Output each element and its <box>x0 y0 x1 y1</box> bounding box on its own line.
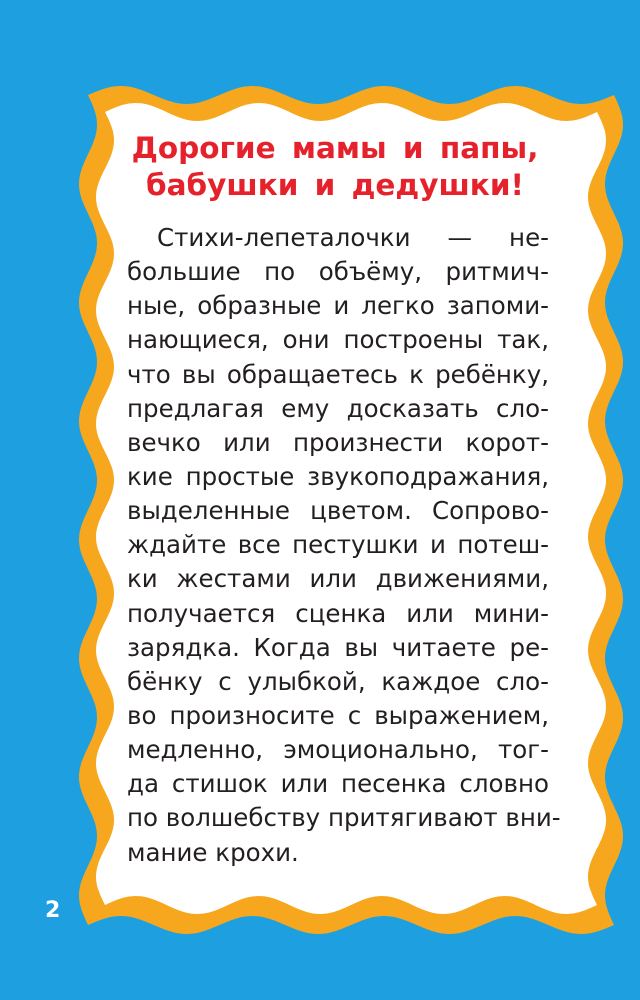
intro-paragraph <box>127 221 561 870</box>
text-line: во произносите с выражением, <box>127 700 549 730</box>
title-line-1: Дорогие мамы и папы, <box>131 131 539 165</box>
text-line: да стишок или песенка словно <box>127 769 549 799</box>
text-line: мание крохи. <box>127 837 299 867</box>
page-number: 2 <box>45 898 61 923</box>
text-line: предлагая ему досказать сло- <box>127 393 549 423</box>
text-line: ки жестами или движениями, <box>127 564 549 594</box>
text-line: зарядка. Когда вы читаете ре- <box>127 632 549 662</box>
text-line: нающиеся, они построены так, <box>127 325 549 355</box>
text-line: бёнку с улыбкой, каждое сло- <box>127 666 549 696</box>
text-line: ждайте все пестушки и потеш- <box>127 530 549 560</box>
text-line: большие по объёму, ритмич- <box>127 257 549 287</box>
page-title <box>100 130 570 204</box>
text-line: по волшебству притягивают вни- <box>127 803 561 833</box>
text-line: получается сценка или мини- <box>127 598 549 628</box>
text-line: вечко или произнести корот- <box>127 427 549 457</box>
text-line: выделенные цветом. Сопрово- <box>127 496 549 526</box>
title-line-2: бабушки и дедушки! <box>146 168 524 202</box>
text-line: что вы обращаетесь к ребёнку, <box>127 359 549 389</box>
text-line: медленно, эмоционально, тог- <box>127 735 549 765</box>
text-line: ные, образные и легко запоми- <box>127 291 549 321</box>
text-line: Стихи-лепеталочки — не- <box>157 223 549 252</box>
text-line: кие простые звукоподражания, <box>127 461 549 491</box>
